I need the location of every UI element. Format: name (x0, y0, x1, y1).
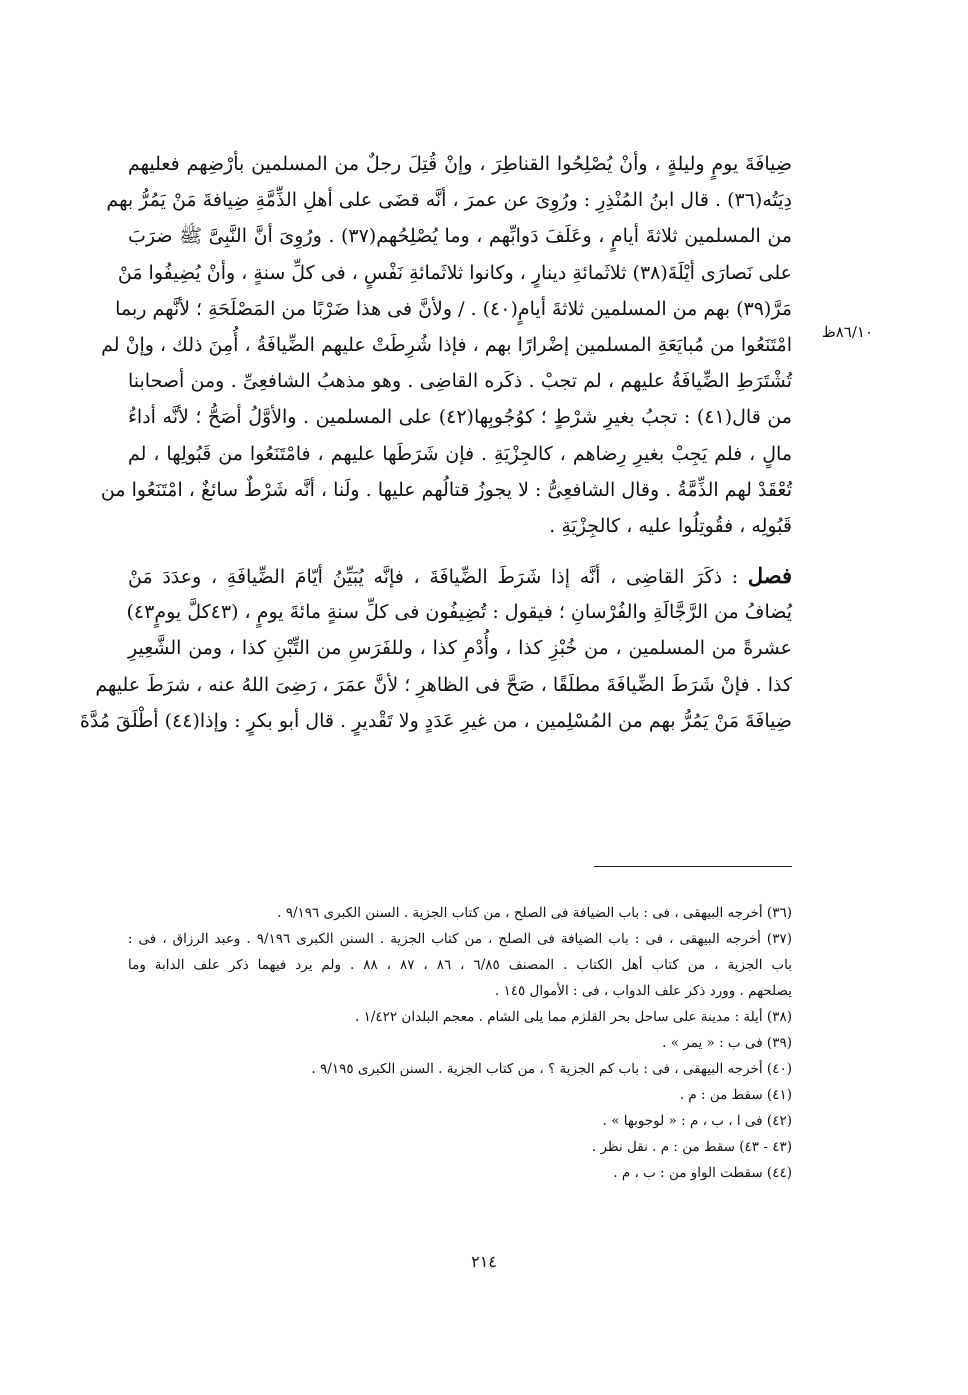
fasl-line-text: : ذكَرَ القاضِى ، أنَّه إذا شَرَطَ الضِّيافَةَ ، فإنَّه يُبَيِّنُ أيّامَ الضِّيافَةِ ، وعدَدَ مَنْ (128, 566, 748, 589)
paragraph-gap (128, 544, 792, 558)
fasl-label: فصل (747, 563, 792, 589)
text-line: دِيَتُه(٣٦) . قال ابنُ المُنْذِرِ : ورُوِىَ عن عمرَ ، أنَّه قضَى على أهلِ الذِّمَّةِ ضِيافةَ مَنْ يَمُرُّ بهم (106, 189, 792, 212)
text-line: امْتَنَعُوا من مُبايَعَةِ المسلمين إضْرارًا بهم ، فإذا شُرِطَتْ عليهم الضِّيافَةُ ، أُمِنَ ذلك ، وإنْ لم (101, 333, 792, 356)
footnote-continuation: يصلحهم . وورد ذكر علف الدواب ، فى : الأموال ١٤٥ . (494, 983, 792, 999)
footnote: (٣٧) أخرجه البيهقى ، فى : باب الضيافة فى الصلح ، من كتاب الجزية . السنن الكبرى ٩/١٩٦ . وعبد الرزاق ، فى : (128, 931, 792, 947)
fasl-heading-line (128, 558, 792, 594)
footnote: (٤٤) سقطت الواو من : ب ، م . (613, 1165, 792, 1181)
footnote: (٤٠) أخرجه البيهقى ، فى : باب كم الجزية ؟ ، من كتاب الجزية . السنن الكبرى ٩/١٩٥ . (311, 1061, 792, 1077)
text-line: تُشْتَرَطِ الضِّيافَةُ عليهم ، لم تجبْ . ذكَره القاضِى . وهو مذهبُ الشافعِىِّ . ومن أصحابنا (128, 370, 792, 393)
footnote: (٣٦) أخرجه البيهقى ، فى : باب الضيافة فى الصلح ، من كتاب الجزية . السنن الكبرى ٩/١٩٦ . (277, 905, 792, 921)
text-line: قَبُولِه ، فقُوتِلُوا عليه ، كالجِزْيَةِ . (549, 514, 792, 537)
text-line: تُعْقَدْ لهم الذِّمَّةُ . وقال الشافعِىُّ : لا يجوزُ قتالُهم عليها . ولَنا ، أنَّه شَرْطٌ سائغٌ ، امْتَنَعُوا من (100, 478, 792, 501)
text-line: عشرةً من المسلمين ، من خُبْزِ كذا ، وأُدْمِ كذا ، وللفَرَسِ من التِّبْنِ كذا ، ومن الشَّعِيرِ (128, 637, 792, 660)
text-line: مَرَّ(٣٩) بهم من المسلمين ثلاثةَ أيامٍ(٤٠) . / ولأنَّ فى هذا ضَرْبًا من المَصْلَحَةِ ؛ لأنَّهم ربما (115, 297, 792, 320)
footnote: (٣٨) أيلة : مدينة على ساحل بحر القلزم مما يلى الشام . معجم البلدان ١/٤٢٢ . (354, 1009, 792, 1025)
text-line: يُضافُ من الرَّجَّالَةِ والفُرْسانِ ؛ فيقول : تُضِيفُون فى كلِّ سنةٍ مائةَ يومٍ ، (٤٣كلَّ يومٍ٤٣) (126, 601, 792, 624)
margin-manuscript-reference: ٨٦/١٠ظ (821, 323, 873, 341)
footnote: (٤١) سقط من : م . (679, 1087, 792, 1103)
footnote-continuation: باب الجزية ، من كتاب أهل الكتاب . المصنف ٦/٨٥ ، ٨٦ ، ٨٧ ، ٨٨ . ولم يرد فيهما ذكر علف الدابة وما (128, 957, 792, 973)
text-line: على نَصارَى أيْلَةَ(٣٨) ثلاثَمائةِ دينارٍ ، وكانوا ثلاثَمائةِ نَفْسٍ ، فى كلِّ سنةٍ ، وأنْ يُضِيفُوا مَنْ (117, 261, 792, 284)
footnotes (128, 900, 792, 1186)
text-line: من قال(٤١) : تجبُ بغيرِ شرْطٍ ؛ كوُجُوبِها(٤٢) على المسلمين . والأوَّلُ أصَحُّ ؛ لأنَّه أداءُ (128, 406, 792, 429)
footnote: (٣٩) فى ب : « يمر » . (662, 1035, 792, 1051)
text-line: كذا . فإنْ شَرَطَ الضِّيافَةَ مطلَقًا ، صَحَّ فى الظاهرِ ؛ لأنَّ عمَرَ ، رَضِىَ اللهُ عنه ، شرَطَ عليهم (95, 673, 792, 696)
text-line: ضِيافَةَ يومٍ وليلةٍ ، وأنْ يُصْلِحُوا القناطِرَ ، وإنْ قُتِلَ رجلٌ من المسلمين بأرْضِهم فعليهم (128, 153, 792, 175)
main-text-body (79, 146, 792, 739)
footnote: (٤٣ - ٤٣) سقط من : م . نقل نظر . (591, 1139, 792, 1155)
footnote: (٤٢) فى ا ، ب ، م : « لوجوبها » . (602, 1113, 792, 1129)
text-line: من المسلمين ثلاثةَ أيامٍ ، وعَلَفَ دَوابِّهم ، وما يُصْلِحُهم(٣٧) . ورُوِىَ أنَّ النَّبِىَّ ﷺ ضرَبَ (128, 225, 792, 248)
text-line: مالٍ ، فلم يَجِبْ بغيرِ رِضاهم ، كالجِزْيَةِ . فإن شَرَطَها عليهم ، فامْتَنَعُوا من قَبُولِها ، لم (128, 442, 792, 465)
text-line: ضِيافَةَ مَنْ يَمُرُّ بهم من المُسْلِمين ، من غيرِ عَدَدٍ ولا تَقْديرٍ . قال أبو بكرٍ : وإذا(٤٤) أطْلَقَ مُدَّةَ (79, 709, 792, 732)
footnote-separator (594, 866, 792, 867)
page-number: ٢١٤ (471, 1252, 497, 1271)
